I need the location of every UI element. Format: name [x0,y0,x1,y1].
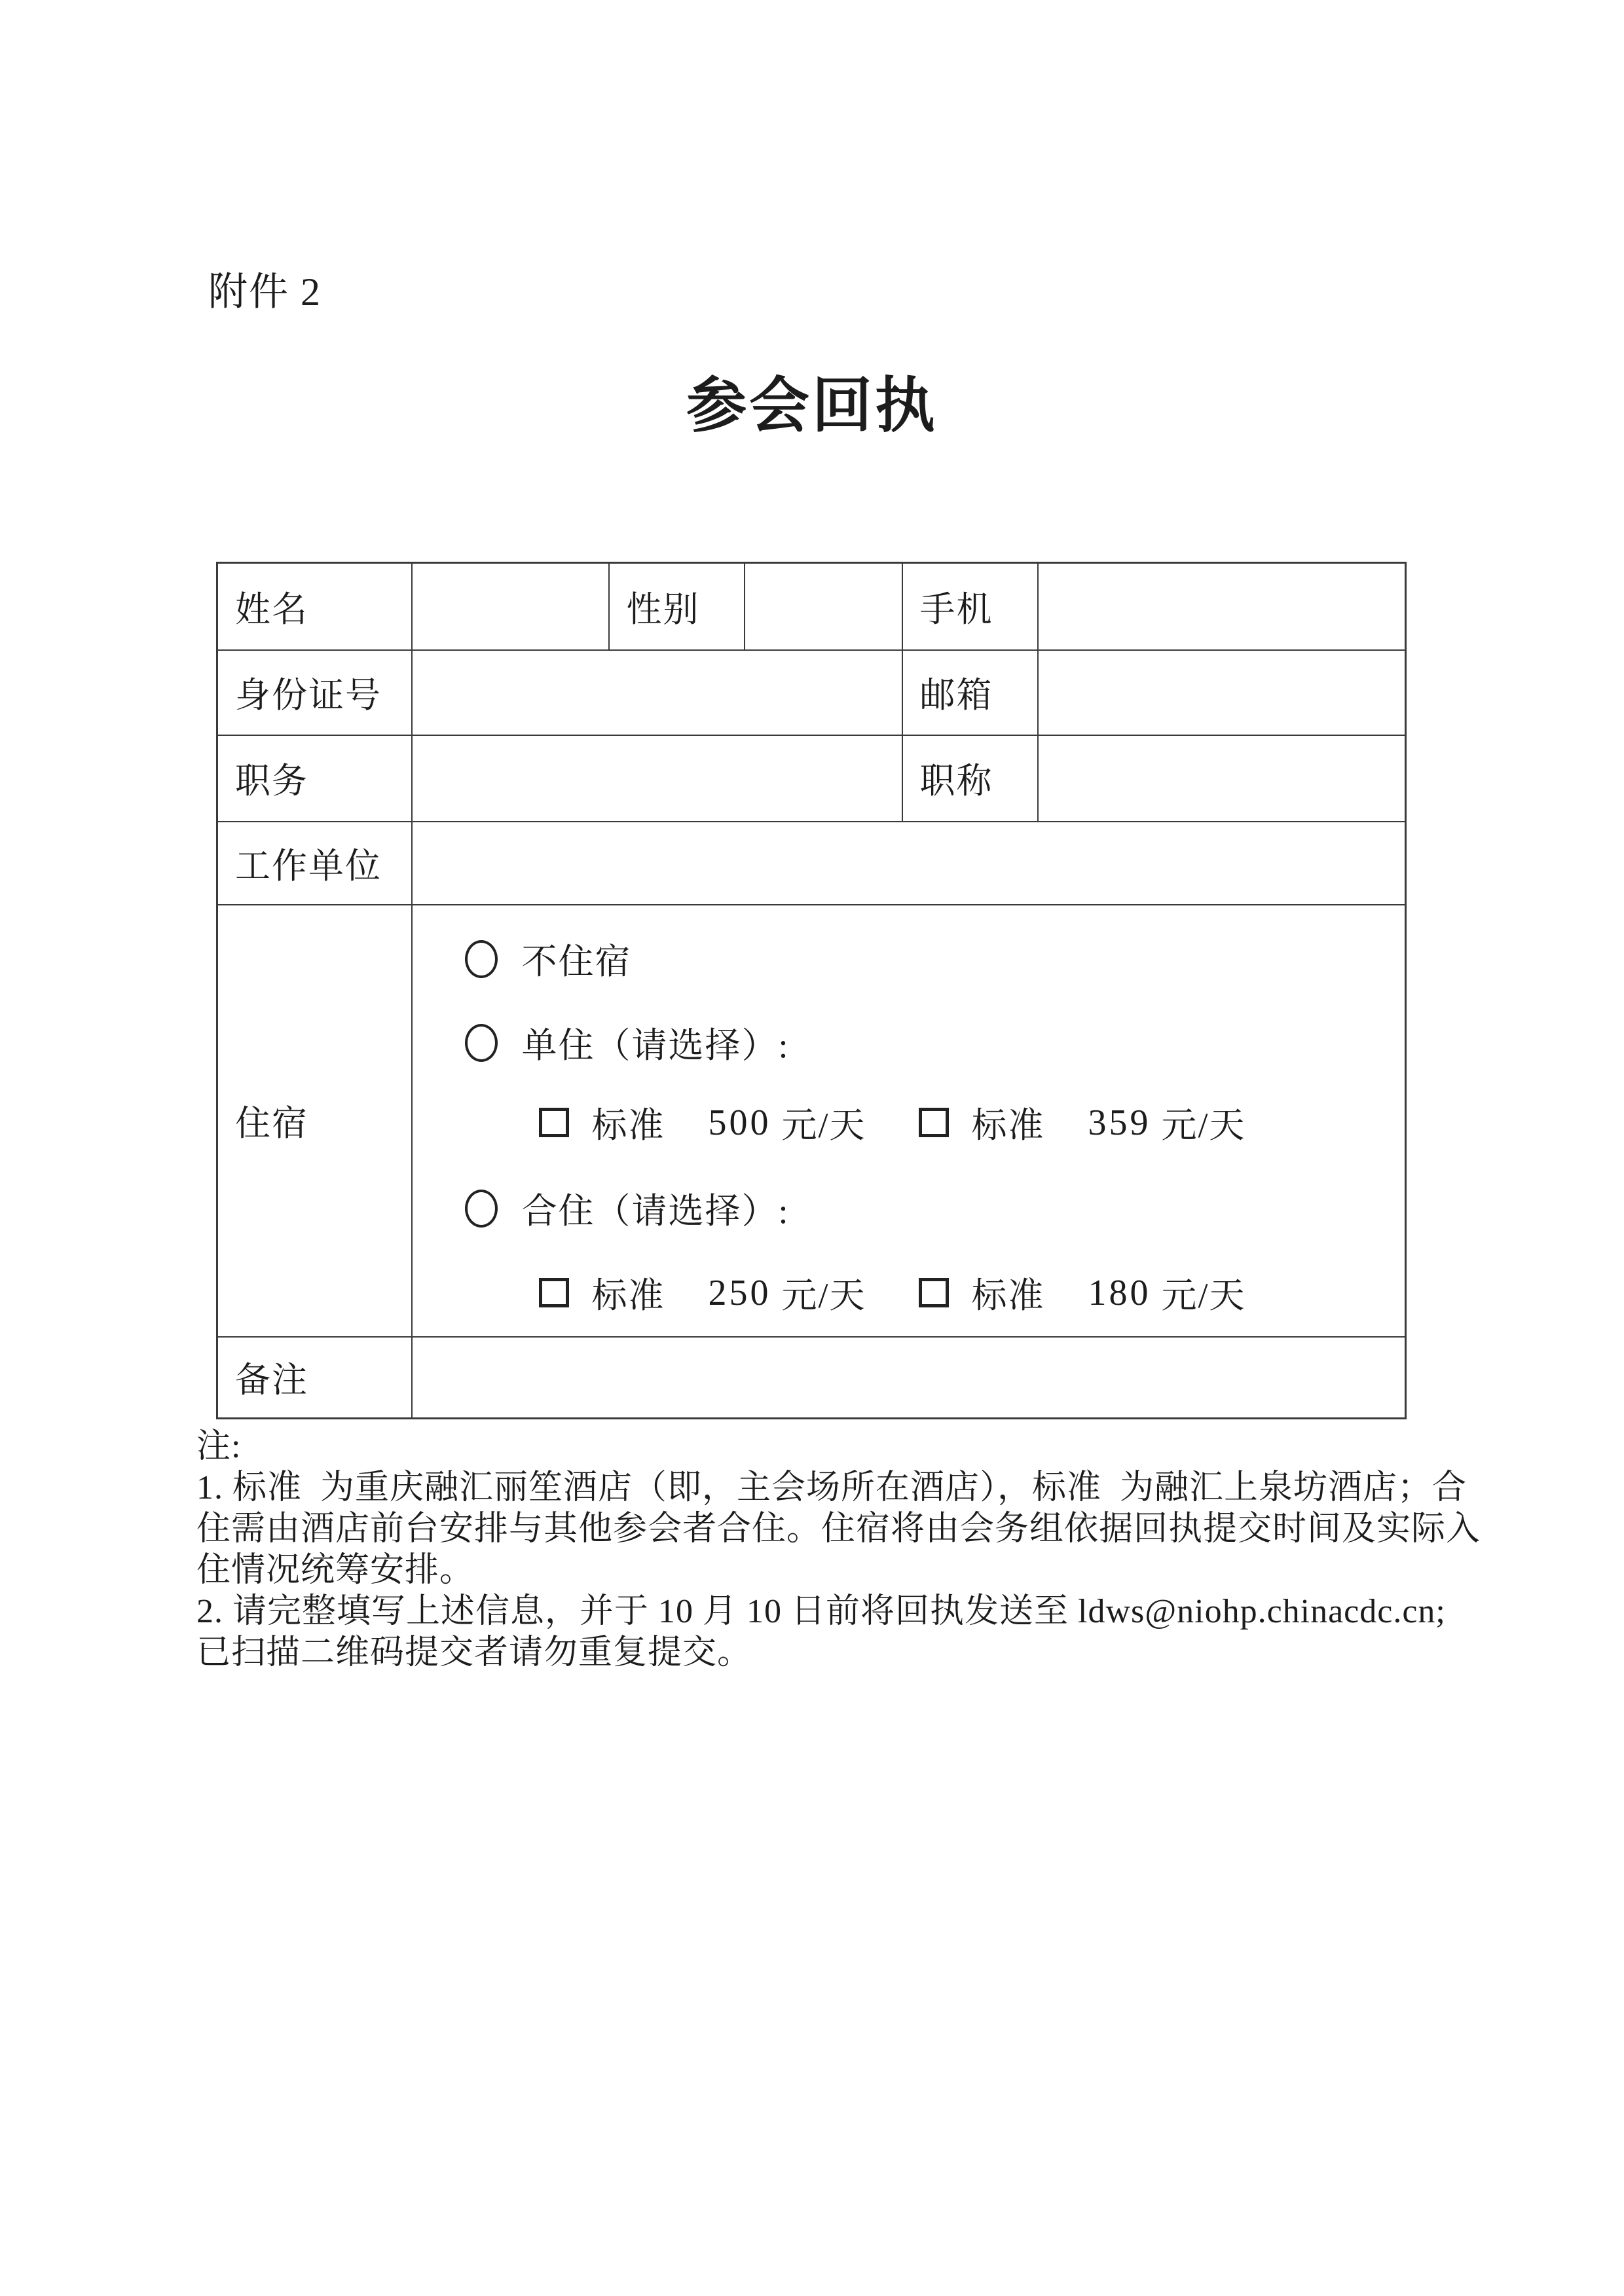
remarks-label: 备注 [217,1337,412,1419]
choice-standard-180 [919,1270,1246,1316]
table-row-id-email [217,650,1406,735]
radio-shared-room-icon[interactable] [465,1190,498,1228]
choice-price: 359 [1088,1102,1151,1143]
choice-standard-500 [539,1100,866,1146]
table-row-position-title [217,735,1406,822]
option-shared-room [465,1186,790,1231]
table-row-work-unit [217,822,1406,905]
no-stay-label: 不住宿 [521,942,632,981]
work-unit-input-cell[interactable] [412,822,1406,905]
choice-name: 标准 [971,1276,1045,1315]
note-line-1: 1. 标准 为重庆融汇丽笙酒店（即，主会场所在酒店），标准 为融汇上泉坊酒店；合 [196,1469,1467,1506]
registration-form-table [216,562,1407,1419]
radio-no-stay-icon[interactable] [465,940,498,978]
name-label: 姓名 [217,563,412,650]
choice-name: 标准 [591,1276,665,1315]
page-title: 参会回执 [686,373,938,439]
choice-price: 180 [1088,1272,1151,1313]
accommodation-options-cell [412,905,1406,1337]
position-label: 职务 [217,735,412,822]
notes-heading: 注: [196,1428,242,1465]
option-no-stay [465,936,632,982]
position-input-cell[interactable] [412,735,902,822]
choice-unit: 元/天 [781,1276,866,1315]
choice-unit: 元/天 [781,1106,866,1145]
note-line-2: 住需由酒店前台安排与其他参会者合住。住宿将由会务组依据回执提交时间及实际入 [196,1510,1481,1548]
work-unit-label: 工作单位 [217,822,412,905]
checkbox-standard-250-icon[interactable] [539,1278,569,1307]
email-label: 邮箱 [902,650,1038,735]
choice-name: 标准 [591,1106,665,1145]
single-room-choices [413,1100,1405,1146]
shared-room-label: 合住（请选择）: [521,1192,790,1231]
gender-input-cell[interactable] [745,563,902,650]
choice-unit: 元/天 [1161,1106,1246,1145]
choice-standard-359 [919,1100,1246,1146]
shared-room-choices [413,1270,1405,1316]
choice-standard-250 [539,1270,866,1316]
checkbox-standard-180-icon[interactable] [919,1278,949,1307]
note-line-3: 住情况统筹安排。 [196,1552,475,1589]
accommodation-label: 住宿 [217,905,412,1337]
notes-section [196,1426,1481,1673]
note-line-4: 2. 请完整填写上述信息，并于 10 月 10 日前将回执发送至 ldws@niohp.chinacdc.cn; [196,1593,1446,1630]
id-number-label: 身份证号 [217,650,412,735]
single-room-label: 单住（请选择）: [521,1026,790,1065]
choice-price: 500 [708,1102,771,1143]
remarks-input-cell[interactable] [412,1337,1406,1419]
job-title-label: 职称 [902,735,1038,822]
mobile-label: 手机 [902,563,1038,650]
choice-unit: 元/天 [1161,1276,1246,1315]
table-row-name-gender-mobile [217,563,1406,650]
email-input-cell[interactable] [1038,650,1406,735]
radio-single-room-icon[interactable] [465,1024,498,1062]
gender-label: 性别 [609,563,745,650]
name-input-cell[interactable] [412,563,609,650]
choice-price: 250 [708,1272,771,1313]
mobile-input-cell[interactable] [1038,563,1406,650]
table-row-accommodation [217,905,1406,1337]
note-line-5: 已扫描二维码提交者请勿重复提交。 [196,1634,752,1671]
checkbox-standard-500-icon[interactable] [539,1108,569,1137]
table-row-remarks [217,1337,1406,1419]
choice-name: 标准 [971,1106,1045,1145]
job-title-input-cell[interactable] [1038,735,1406,822]
option-single-room [465,1020,790,1066]
checkbox-standard-359-icon[interactable] [919,1108,949,1137]
attachment-label: 附件 2 [208,270,322,314]
id-number-input-cell[interactable] [412,650,902,735]
